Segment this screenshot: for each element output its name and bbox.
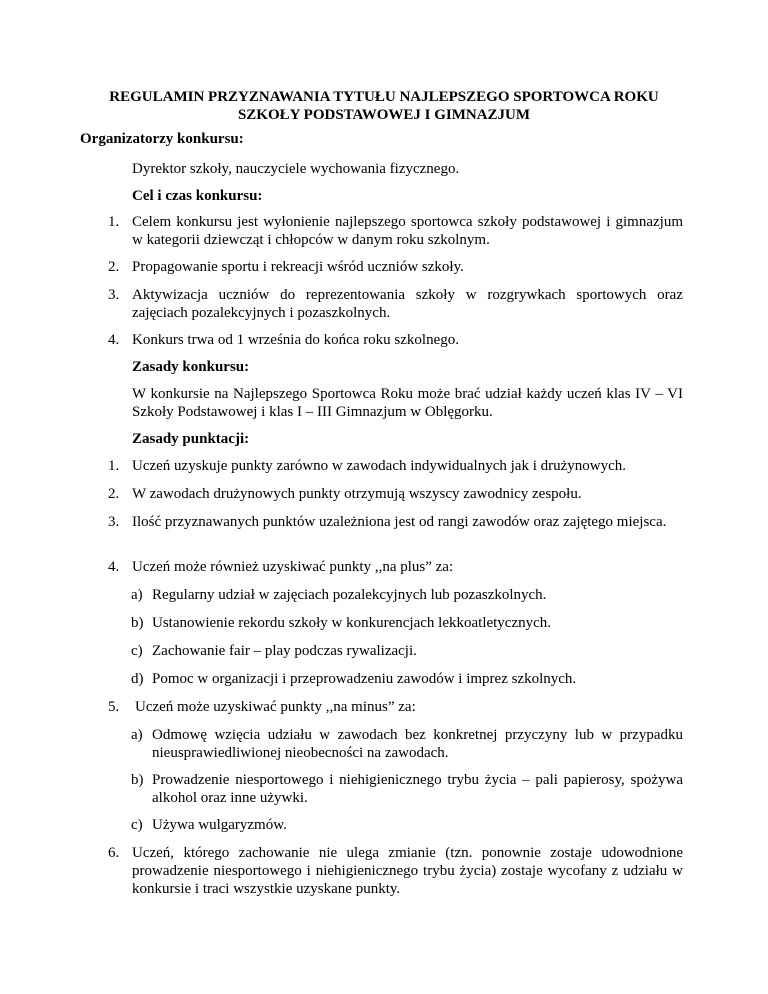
scoring-item-text: Uczeń, którego zachowanie nie ulega zmianie (tzn. ponownie zostaje udowodnione prowadzenie niesportowego i niehigienicznego trybu życia) zostaje wycofany z udziału w konkursie i traci wszystkie uzyskane punkty. <box>132 845 683 897</box>
scoring-item-number: 6. <box>108 845 120 861</box>
plus-item-letter: c) <box>131 643 143 659</box>
minus-item-letter: a) <box>131 727 143 743</box>
minus-item-text: Używa wulgaryzmów. <box>152 817 287 833</box>
minus-item-letter: b) <box>131 772 144 788</box>
scoring-item-text: Ilość przyznawanych punktów uzależniona jest od rangi zawodów oraz zajętego miejsca. <box>132 514 667 530</box>
goal-item-text: Propagowanie sportu i rekreacji wśród uczniów szkoły. <box>132 259 464 275</box>
title-line-2: SZKOŁY PODSTAWOWEJ I GIMNAZJUM <box>237 107 531 123</box>
rules-heading: Zasady konkursu: <box>132 359 250 375</box>
goal-heading: Cel i czas konkursu: <box>132 188 263 204</box>
title-line-1: REGULAMIN PRZYZNAWANIA TYTUŁU NAJLEPSZEGO SPORTOWCA ROKU <box>109 89 659 105</box>
scoring-item-text: Uczeń może uzyskiwać punkty ,,na minus” za: <box>135 699 416 715</box>
plus-item-text: Zachowanie fair – play podczas rywalizacji. <box>152 643 417 659</box>
scoring-item-number: 4. <box>108 559 120 575</box>
document-title <box>80 88 688 124</box>
organizers-heading: Organizatorzy konkursu: <box>80 131 244 147</box>
goal-item-number: 3. <box>108 287 120 303</box>
plus-item-a <box>131 586 683 604</box>
plus-item-b <box>131 614 683 632</box>
minus-item-text: Odmowę wzięcia udziału w zawodach bez konkretnej przyczyny lub w przypadku nieusprawiedliwionej nieobecności na zawodach. <box>152 727 683 761</box>
goal-item-text: Konkurs trwa od 1 września do końca roku szkolnego. <box>132 332 460 348</box>
minus-item-a <box>131 726 683 762</box>
plus-item-letter: d) <box>131 671 144 687</box>
organizers-text: Dyrektor szkoły, nauczyciele wychowania fizycznego. <box>132 161 460 177</box>
goal-item-4 <box>108 331 683 349</box>
scoring-item-number: 5. <box>108 699 120 715</box>
plus-item-text: Regularny udział w zajęciach pozalekcyjnych lub pozaszkolnych. <box>152 587 547 603</box>
plus-item-text: Pomoc w organizacji i przeprowadzeniu zawodów i imprez szkolnych. <box>152 671 577 687</box>
minus-item-letter: c) <box>131 817 143 833</box>
scoring-item-5 <box>108 698 683 716</box>
goal-item-number: 4. <box>108 332 120 348</box>
plus-item-d <box>131 670 683 688</box>
minus-item-text: Prowadzenie niesportowego i niehigienicznego trybu życia – pali papierosy, spożywa alkohol oraz inne używki. <box>152 772 683 806</box>
goal-item-3 <box>108 286 683 322</box>
scoring-item-text: Uczeń może również uzyskiwać punkty ,,na plus” za: <box>132 559 454 575</box>
scoring-item-4 <box>108 558 683 576</box>
scoring-item-6 <box>108 844 683 898</box>
minus-item-c <box>131 816 683 834</box>
goal-item-number: 1. <box>108 214 120 230</box>
scoring-item-text: Uczeń uzyskuje punkty zarówno w zawodach indywidualnych jak i drużynowych. <box>132 458 627 474</box>
plus-item-letter: b) <box>131 615 144 631</box>
scoring-item-number: 3. <box>108 514 120 530</box>
minus-item-b <box>131 771 683 807</box>
goal-item-text: Aktywizacja uczniów do reprezentowania szkoły w rozgrywkach sportowych oraz zajęciach pozalekcyjnych i pozaszkolnych. <box>132 287 683 321</box>
goal-item-text: Celem konkursu jest wyłonienie najlepszego sportowca szkoły podstawowej i gimnazjum w kategorii dziewcząt i chłopców w danym roku szkolnym. <box>132 214 683 248</box>
scoring-item-1 <box>108 457 683 475</box>
goal-item-2 <box>108 258 683 276</box>
goal-item-1 <box>108 213 683 249</box>
plus-item-c <box>131 642 683 660</box>
rules-text: W konkursie na Najlepszego Sportowca Roku może brać udział każdy uczeń klas IV – VI Szkoły Podstawowej i klas I – III Gimnazjum w Oblęgorku. <box>132 386 683 420</box>
goal-item-number: 2. <box>108 259 120 275</box>
scoring-item-2 <box>108 485 683 503</box>
scoring-item-3 <box>108 513 683 531</box>
scoring-item-text: W zawodach drużynowych punkty otrzymują wszyscy zawodnicy zespołu. <box>132 486 582 502</box>
scoring-item-number: 1. <box>108 458 120 474</box>
scoring-item-number: 2. <box>108 486 120 502</box>
plus-item-letter: a) <box>131 587 143 603</box>
plus-item-text: Ustanowienie rekordu szkoły w konkurencjach lekkoatletycznych. <box>152 615 552 631</box>
scoring-heading: Zasady punktacji: <box>132 431 250 447</box>
